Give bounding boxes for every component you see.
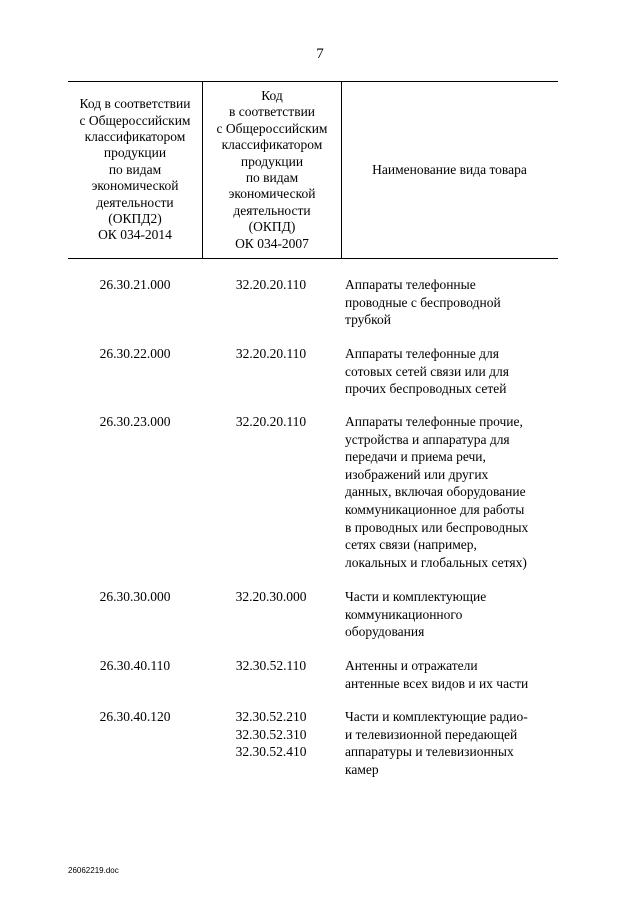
header-line: с Общероссийским: [79, 112, 191, 128]
product-name-line: Части и комплектующие: [345, 589, 487, 604]
product-name-line: локальных и глобальных сетях): [345, 554, 527, 570]
okpd-code-line: 32.20.20.110: [235, 414, 307, 429]
product-name-line: проводные с беспроводной: [345, 294, 501, 310]
header-line: Код: [261, 87, 283, 103]
product-name-line: прочих беспроводных сетей: [345, 381, 507, 397]
header-line: Код в соответствии: [79, 96, 191, 112]
header-line: продукции: [103, 145, 167, 161]
product-name-line: оборудования: [345, 624, 425, 640]
header-okpd-code: [202, 82, 342, 258]
header-okpd2-code: [68, 82, 202, 258]
product-name: [345, 276, 558, 329]
header-line: экономической: [91, 178, 179, 194]
product-name-line: в проводных или беспроводных: [345, 519, 529, 535]
okpd2-code: 26.30.21.000: [99, 277, 171, 292]
okpd-code-line: 32.20.20.110: [235, 346, 307, 361]
okpd-code-line: 32.30.52.110: [235, 658, 307, 673]
header-line: по видам: [108, 161, 162, 177]
product-name-line: Антенны и отражатели: [345, 658, 478, 673]
product-name-line: Аппараты телефонные прочие,: [345, 414, 523, 429]
okpd-code: [202, 708, 340, 761]
okpd-code: [202, 276, 340, 294]
product-name: [345, 588, 558, 641]
header-line: деятельности: [96, 194, 174, 210]
product-name-line: Аппараты телефонные: [345, 277, 476, 292]
product-name-line: передачи и приема речи,: [345, 449, 486, 465]
okpd-code-line: 32.30.52.410: [235, 744, 307, 760]
okpd2-code: 26.30.40.120: [99, 709, 171, 724]
header-line: ОК 034-2007: [235, 235, 309, 251]
product-name-line: сотовых сетей связи или для: [345, 363, 509, 379]
okpd-code: [202, 345, 340, 363]
header-line: в соответствии: [228, 104, 316, 120]
product-name-line: трубкой: [345, 312, 391, 328]
header-line: (ОКПД2): [108, 211, 162, 227]
header-line: экономической: [228, 186, 316, 202]
okpd2-code: 26.30.30.000: [99, 589, 171, 604]
header-product-name: [341, 82, 558, 258]
product-name-line: Части и комплектующие радио-: [345, 709, 528, 724]
header-line: классификатором: [84, 128, 186, 144]
product-name-line: аппаратуры и телевизионных: [345, 744, 514, 760]
header-line: с Общероссийским: [216, 120, 328, 136]
header-line: деятельности: [233, 202, 311, 218]
header-line: классификатором: [221, 137, 323, 153]
product-name: [345, 413, 558, 571]
okpd2-code: 26.30.22.000: [99, 346, 171, 361]
page-number: 7: [316, 46, 324, 62]
header-line: продукции: [240, 153, 304, 169]
product-name-line: Аппараты телефонные для: [345, 346, 499, 361]
product-name-line: коммуникационного: [345, 606, 463, 622]
product-name-line: коммуникационное для работы: [345, 501, 525, 517]
header-line: ОК 034-2014: [98, 227, 172, 243]
product-name-line: устройства и аппаратура для: [345, 431, 510, 447]
header-line: (ОКПД): [248, 219, 296, 235]
okpd-code-line: 32.20.30.000: [235, 589, 307, 604]
okpd-code: [202, 588, 340, 606]
okpd2-code: 26.30.40.110: [99, 658, 171, 673]
product-name: [345, 345, 558, 398]
okpd-code: [202, 413, 340, 431]
product-name-line: изображений или других: [345, 466, 489, 482]
product-name-line: антенные всех видов и их части: [345, 675, 529, 691]
okpd2-code: 26.30.23.000: [99, 414, 171, 429]
header-line: по видам: [245, 170, 299, 185]
product-name-line: данных, включая оборудование: [345, 484, 526, 500]
product-name-line: и телевизионной передающей: [345, 726, 518, 742]
file-name-footer: 26062219.doc: [68, 866, 119, 875]
header-line: Наименование вида товара: [372, 161, 527, 177]
okpd-code: [202, 657, 340, 675]
okpd-code-line: 32.30.52.310: [235, 726, 307, 742]
table-header: [68, 81, 558, 259]
okpd-code-line: 32.20.20.110: [235, 277, 307, 292]
okpd-code-line: 32.30.52.210: [235, 709, 307, 724]
product-name: [345, 657, 558, 692]
product-name-line: камер: [345, 761, 379, 777]
product-name: [345, 708, 558, 778]
product-name-line: сетях связи (например,: [345, 537, 477, 553]
